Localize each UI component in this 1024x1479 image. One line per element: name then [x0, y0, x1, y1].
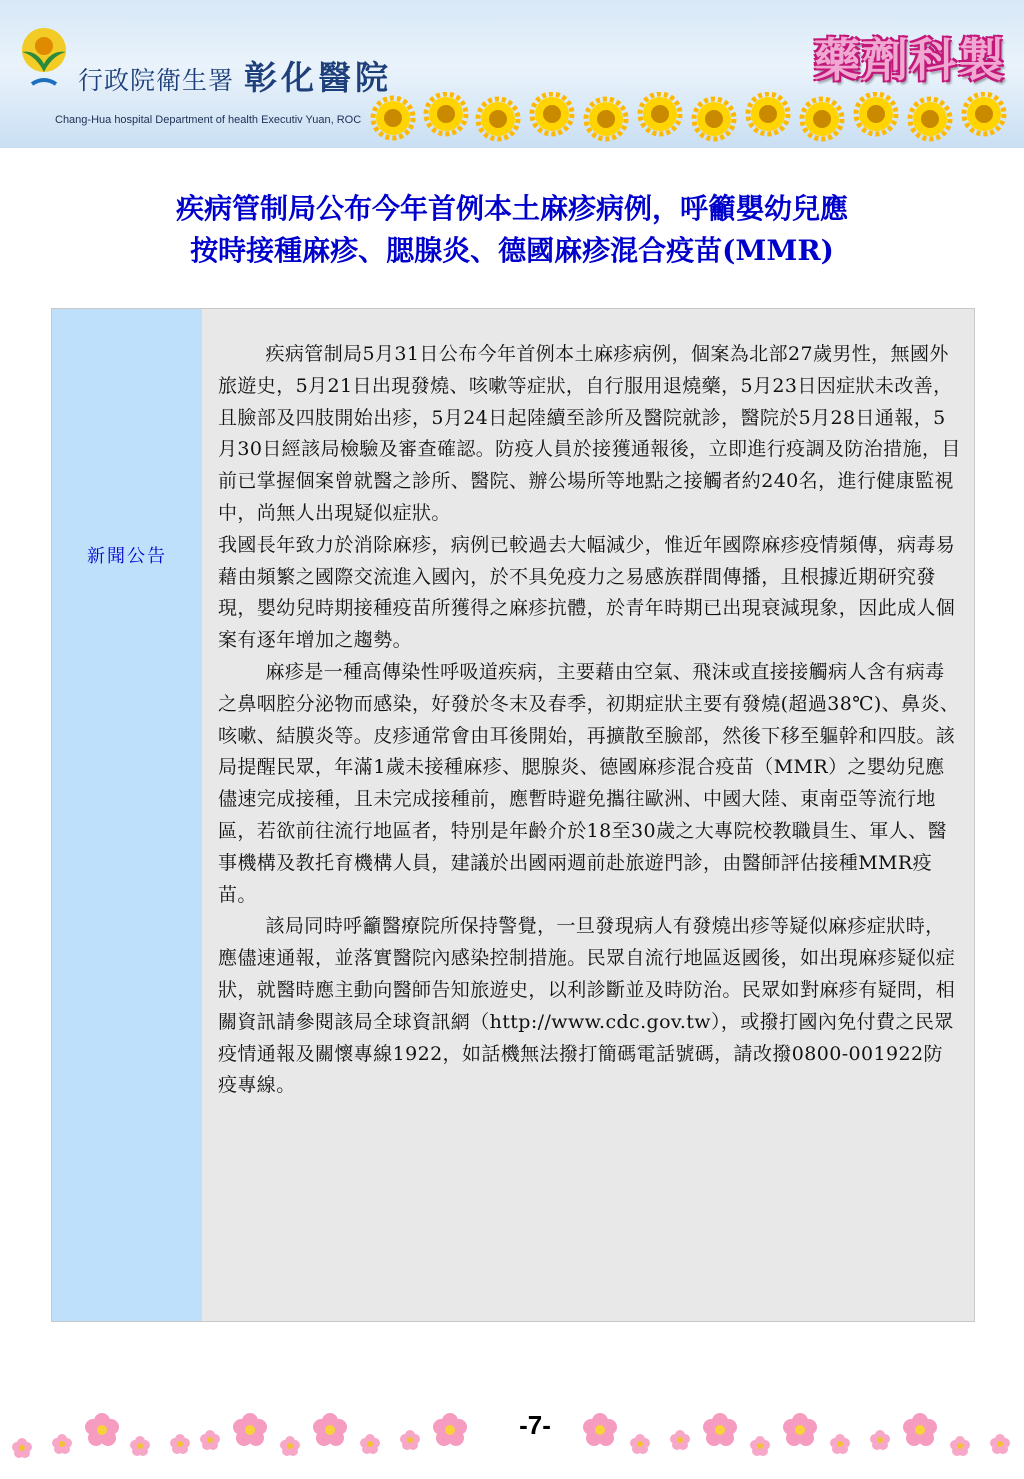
article-title-line1: 疾病管制局公布今年首例本土麻疹病例，呼籲嬰幼兒應 — [175, 192, 848, 225]
paragraph: 麻疹是一種高傳染性呼吸道疾病，主要藉由空氣、飛沫或直接接觸病人含有病毒之鼻咽腔分泌物而感染，好發於冬末及春季，初期症狀主要有發燒(超過38℃)、鼻炎、咳嗽、結膜炎等。皮疹通常會由耳後開始，再擴散至臉部，然後下移至軀幹和四肢。該局提醒民眾，年滿1歲未接種麻疹、腮腺炎、德國麻疹混合疫苗（MMR）之嬰幼兒應儘速完成接種，且未完成接種前，應暫時避免攜往歐洲、中國大陸、東南亞等流行地區，若欲前往流行地區者，特別是年齡介於18至30歲之大專院校教職員生、軍人、醫事機構及教托育機構人員，建議於出國兩週前赴旅遊門診，由醫師評估接種MMR疫苗。 — [218, 660, 960, 906]
paragraph: 疾病管制局5月31日公布今年首例本土麻疹病例，個案為北部27歲男性，無國外旅遊史，5月21日出現發燒、咳嗽等症狀，自行服用退燒藥，5月23日因症狀未改善，且臉部及四肢開始出疹，5月24日起陸續至診所及醫院就診，醫院於5月28日通報，5月30日經該局檢驗及審查確認。防疫人員於接獲通報後，立即進行疫調及防治措施，目前已掌握個案曾就醫之診所、醫院、辦公場所等地點之接觸者約240名，進行健康監視中，尚無人出現疑似症狀。 — [218, 343, 961, 524]
article-body — [218, 339, 962, 1102]
paragraph: 該局同時呼籲醫療院所保持警覺，一旦發現病人有發燒出疹等疑似麻疹症狀時，應儘速通報，並落實醫院內感染控制措施。民眾自流行地區返國後，如出現麻疹疑似症狀，就醫時應主動向醫師告知旅遊史，以利診斷並及時防治。民眾如對麻疹有疑問，相關資訊請參閱該局全球資訊網（http://www.cdc.gov.tw），或撥打國內免付費之民眾疫情通報及關懷專線1922，如話機無法撥打簡碼電話號碼，請改撥0800-001922防疫專線。 — [218, 915, 956, 1097]
header-banner — [0, 0, 1024, 148]
hospital-name-en: Chang-Hua hospital Department of health Executiv Yuan, ROC — [55, 114, 362, 126]
article-title — [40, 188, 984, 272]
section-label: 新聞公告 — [87, 546, 167, 567]
paragraph: 我國長年致力於消除麻疹，病例已較過去大幅減少，惟近年國際麻疹疫情頻傳，病毒易藉由頻繁之國際交流進入國內，於不具免疫力之易感族群間傳播，且根據近期研究發現，嬰幼兒時期接種疫苗所獲得之麻疹抗體，於青年時期已出現衰減現象，因此成人個案有逐年增加之趨勢。 — [218, 533, 956, 652]
sunflower-decoration-icon — [368, 92, 1018, 142]
page-number: -7- — [519, 1410, 551, 1440]
section-label-cell — [52, 309, 202, 1321]
hospital-logo-icon — [18, 24, 70, 94]
article-title-line2: 按時接種麻疹、腮腺炎、德國麻疹混合疫苗(MMR) — [190, 234, 834, 267]
hospital-name: 行政院衛生署 彰化醫院 — [78, 58, 393, 97]
department-label: 藥劑科製 — [814, 33, 1006, 87]
content-table — [51, 308, 975, 1322]
